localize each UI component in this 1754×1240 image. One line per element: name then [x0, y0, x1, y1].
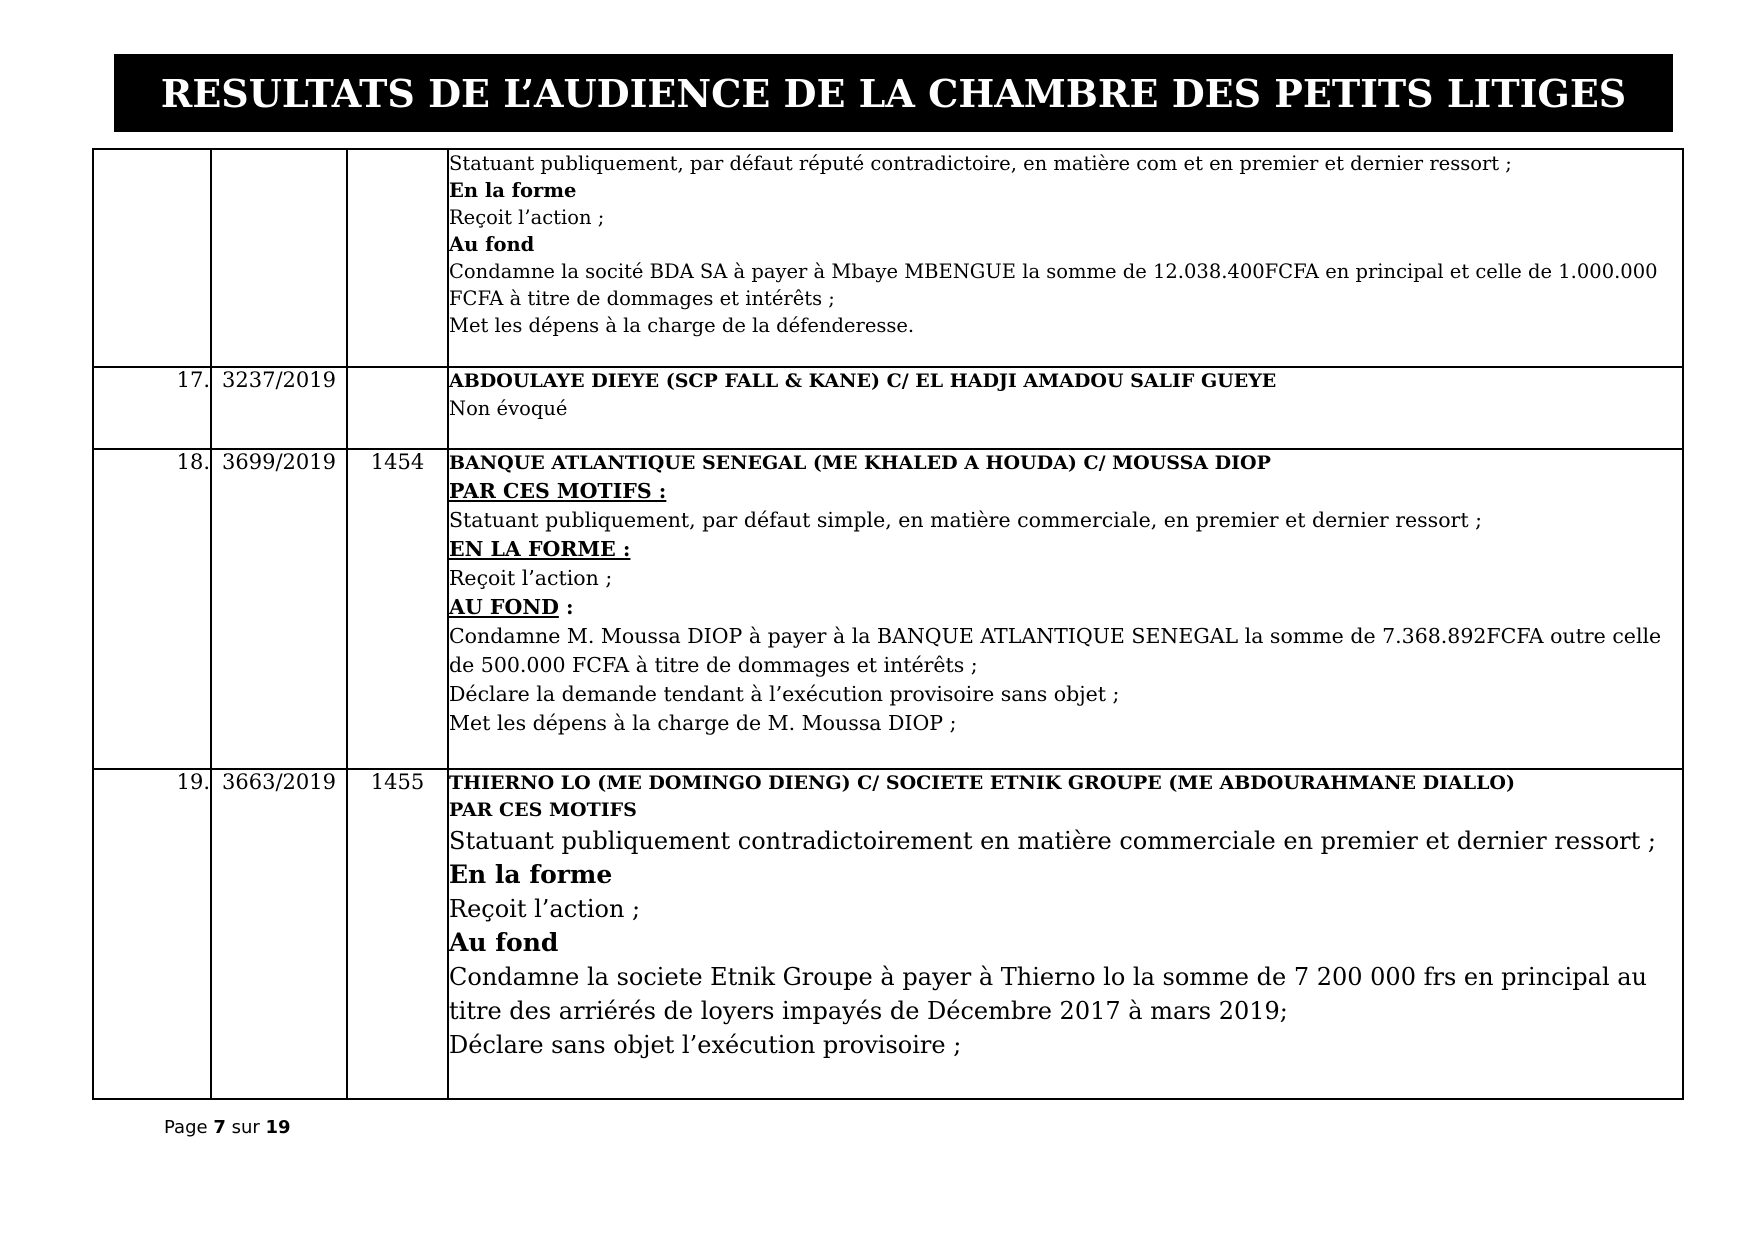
rg-number-cell: 3663/2019	[211, 769, 347, 1099]
result-line: Met les dépens à la charge de M. Moussa DIOP ;	[449, 711, 957, 735]
result-line: Déclare la demande tendant à l’exécution provisoire sans objet ;	[449, 682, 1120, 706]
judgment-number-cell: 1454	[347, 449, 448, 769]
row-number-cell: 17.	[93, 367, 211, 449]
judgment-number-cell	[347, 367, 448, 449]
result-cell	[448, 149, 1683, 367]
results-table	[92, 148, 1684, 1100]
section-heading: En la forme	[449, 860, 613, 889]
row-number-cell: 19.	[93, 769, 211, 1099]
result-line: Met les dépens à la charge de la défenderesse.	[449, 314, 915, 337]
result-line: Reçoit l’action ;	[449, 895, 641, 923]
page-footer	[164, 1117, 291, 1138]
section-heading: EN LA FORME :	[449, 537, 631, 561]
result-line: Statuant publiquement, par défaut réputé contradictoire, en matière com et en premier et dernier ressort ;	[449, 152, 1512, 175]
rg-number-cell: 3237/2019	[211, 367, 347, 449]
page-title: RESULTATS DE L’AUDIENCE DE LA CHAMBRE DES PETITS LITIGES	[160, 70, 1627, 116]
result-line: Reçoit l’action ;	[449, 206, 605, 229]
case-parties: ABDOULAYE DIEYE (SCP FALL & KANE) C/ EL HADJI AMADOU SALIF GUEYE	[449, 370, 1277, 392]
section-heading: Au fond	[449, 928, 559, 957]
result-line: Statuant publiquement contradictoirement en matière commerciale en premier et dernier ressort ;	[449, 827, 1656, 855]
result-line: Statuant publiquement, par défaut simple, en matière commerciale, en premier et dernier ressort ;	[449, 508, 1482, 532]
judgment-number-cell	[347, 149, 448, 367]
page-current: 7	[213, 1117, 226, 1138]
result-line: Condamne la socité BDA SA à payer à Mbaye MBENGUE la somme de 12.038.400FCFA en principal et celle de 1.000.000	[449, 260, 1658, 283]
section-heading: En la forme	[449, 179, 577, 202]
section-heading: Au fond	[449, 233, 535, 256]
case-parties: THIERNO LO (ME DOMINGO DIENG) C/ SOCIETE ETNIK GROUPE (ME ABDOURAHMANE DIALLO)	[449, 772, 1515, 794]
result-cell	[448, 449, 1683, 769]
result-line: FCFA à titre de dommages et intérêts ;	[449, 287, 835, 310]
row-number-cell: 18.	[93, 449, 211, 769]
row-number-cell	[93, 149, 211, 367]
result-line: Condamne M. Moussa DIOP à payer à la BANQUE ATLANTIQUE SENEGAL la somme de 7.368.892FCFA outre celle	[449, 624, 1662, 648]
case-parties: BANQUE ATLANTIQUE SENEGAL (ME KHALED A HOUDA) C/ MOUSSA DIOP	[449, 452, 1271, 474]
result-cell	[448, 367, 1683, 449]
table-row	[93, 769, 1683, 1099]
result-line: Déclare sans objet l’exécution provisoire ;	[449, 1031, 962, 1059]
page-sur-label: sur	[231, 1117, 260, 1138]
section-heading: PAR CES MOTIFS	[449, 799, 637, 821]
table-row	[93, 367, 1683, 449]
rg-number-cell: 3699/2019	[211, 449, 347, 769]
table-row	[93, 449, 1683, 769]
section-heading	[449, 593, 1682, 622]
result-cell	[448, 769, 1683, 1099]
title-banner	[114, 54, 1673, 132]
section-heading: PAR CES MOTIFS :	[449, 479, 667, 503]
section-heading-text: AU FOND	[449, 595, 559, 619]
section-heading-colon: :	[558, 595, 574, 619]
page-total: 19	[265, 1117, 291, 1138]
page-label: Page	[164, 1117, 208, 1138]
result-line: Reçoit l’action ;	[449, 566, 613, 590]
result-line: Condamne la societe Etnik Groupe à payer à Thierno lo la somme de 7 200 000 frs en principal au titre des arriérés de loyers impayés de Décembre 2017 à mars 2019;	[449, 963, 1648, 1025]
rg-number-cell	[211, 149, 347, 367]
table-row	[93, 149, 1683, 367]
result-line: Non évoqué	[449, 397, 568, 420]
result-line: de 500.000 FCFA à titre de dommages et intérêts ;	[449, 653, 978, 677]
judgment-number-cell: 1455	[347, 769, 448, 1099]
